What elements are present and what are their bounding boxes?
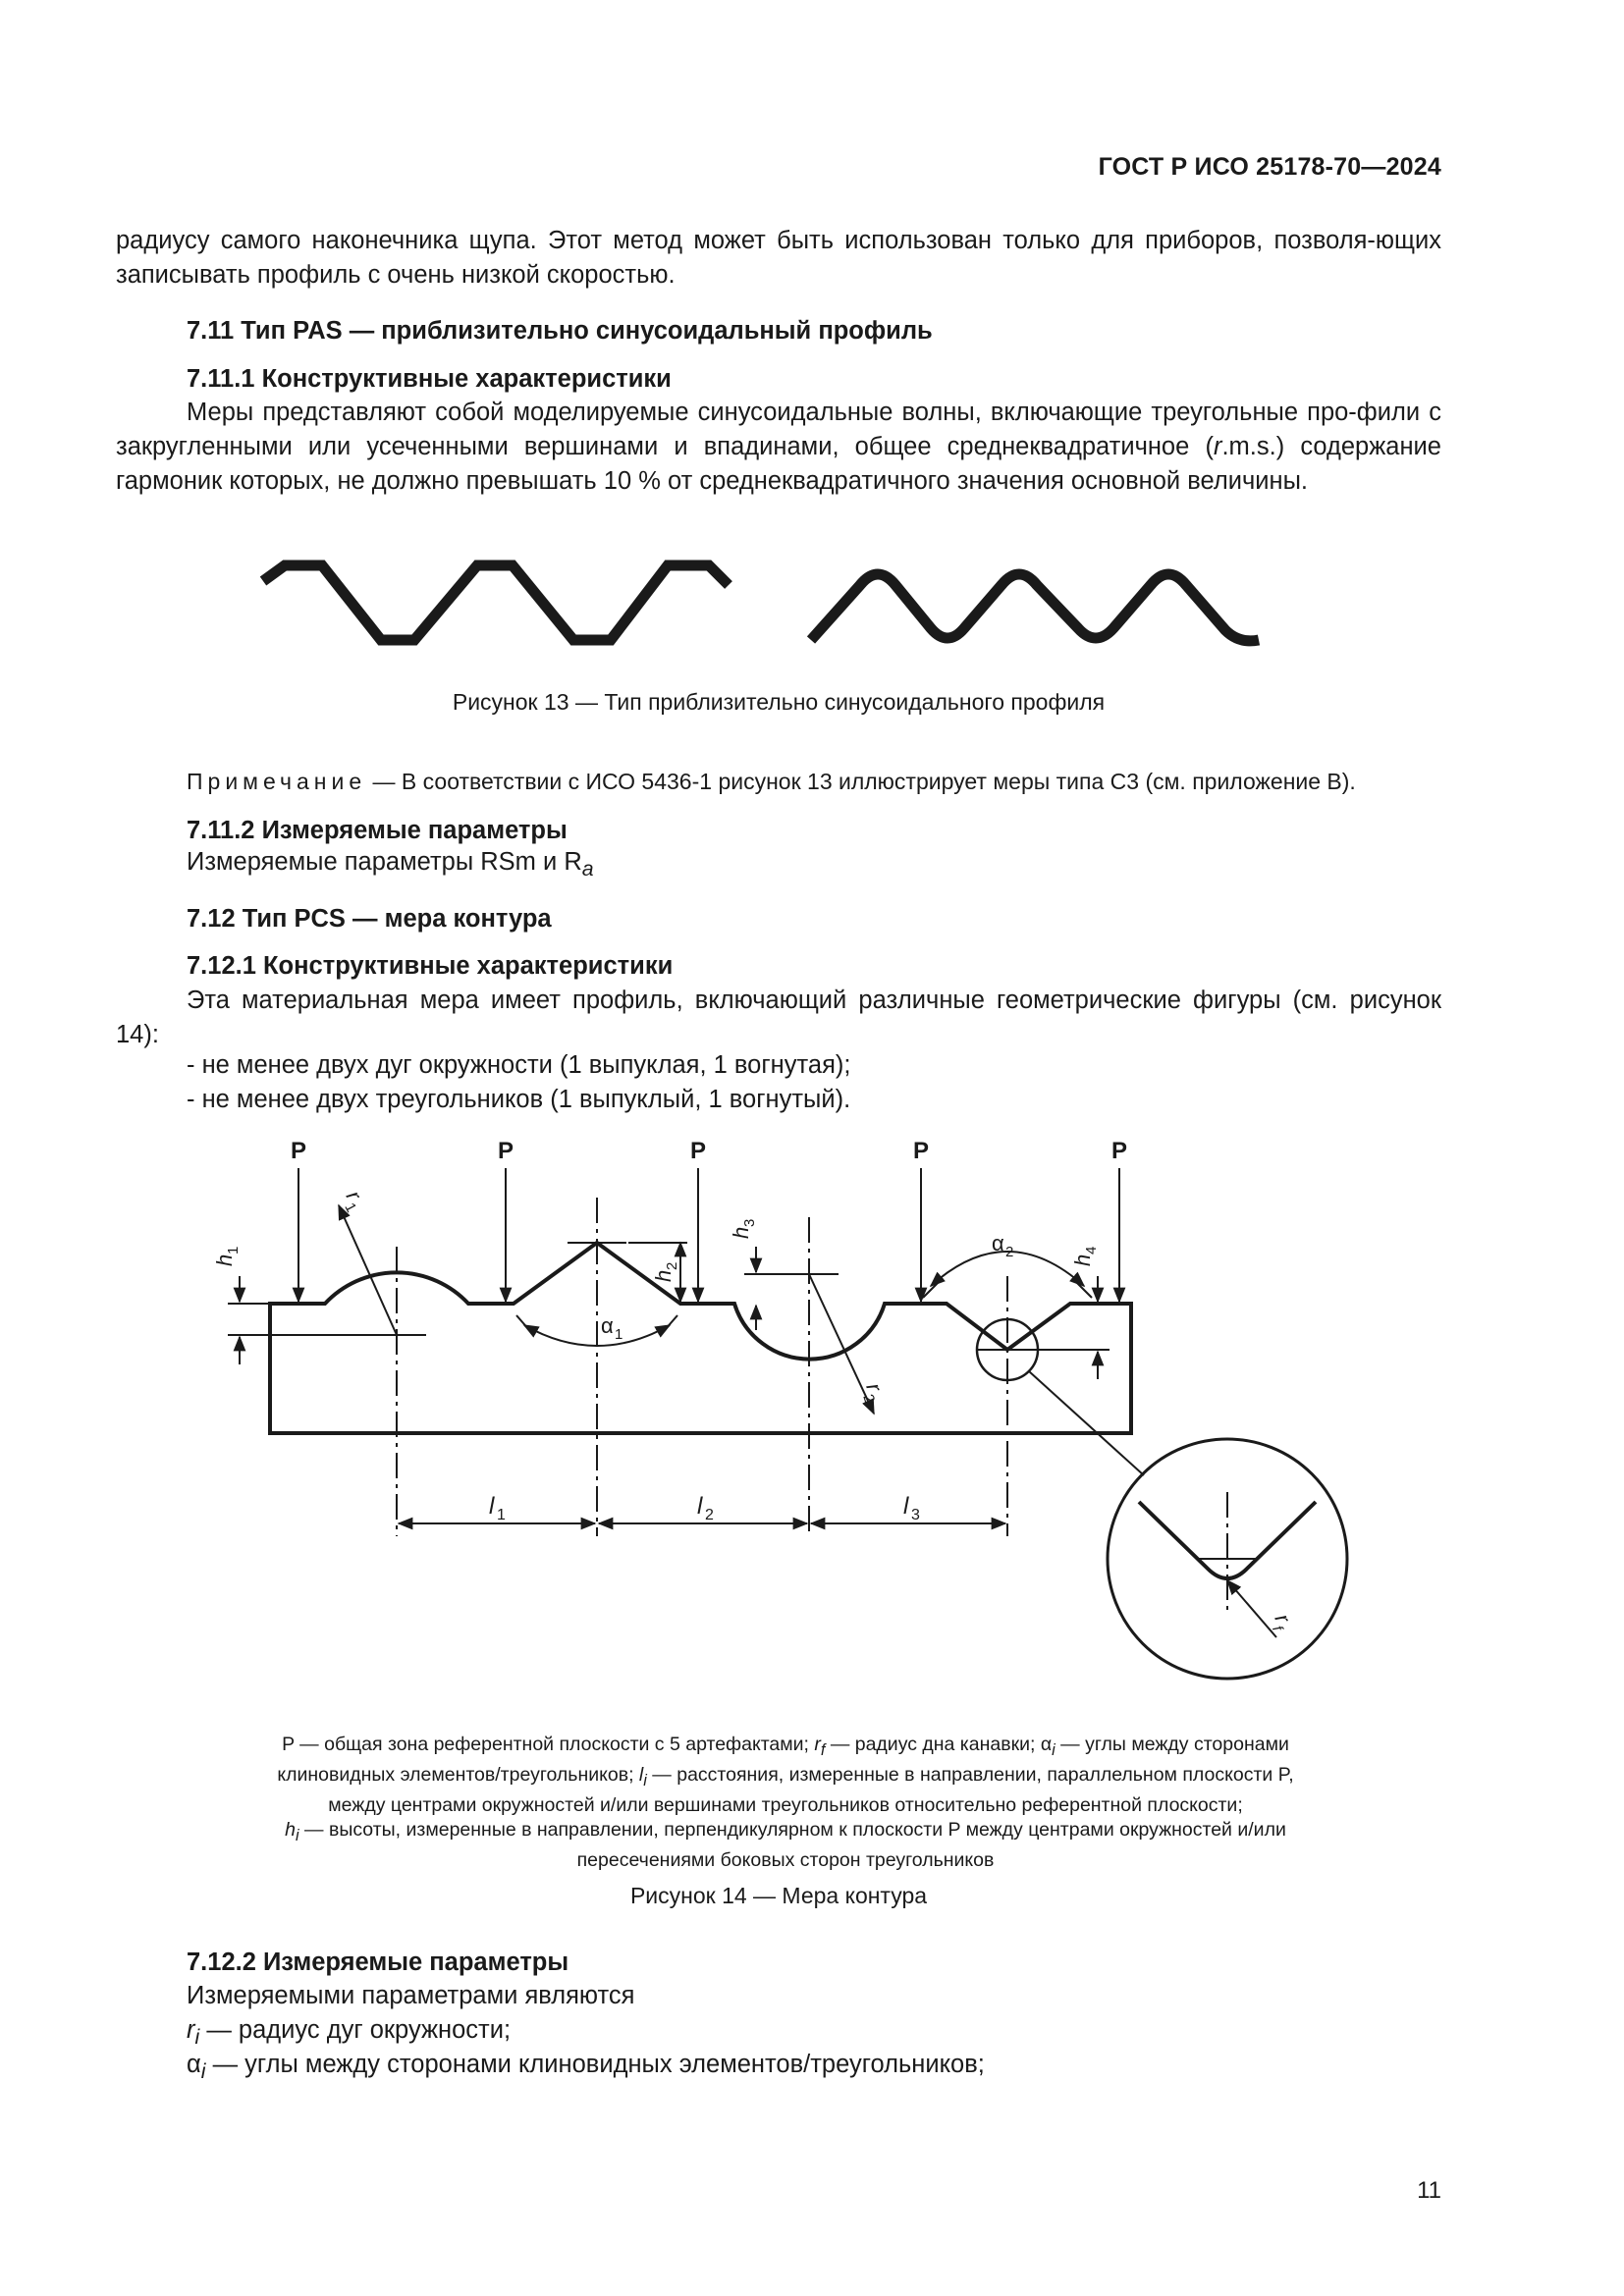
svg-text:l: l: [903, 1493, 909, 1520]
label-h2: [651, 1262, 680, 1282]
figure-14-caption: Рисунок 14 — Мера контура: [629, 1883, 928, 1908]
section-7-11-1-heading: 7.11.1 Конструктивные характеристики: [187, 365, 672, 393]
svg-text:3: 3: [911, 1507, 920, 1523]
section-7-12-1-paragraph: Эта материальная мера имеет профиль, включающий различные геометрические фигуры (см. рисунок 14):: [116, 987, 1441, 1048]
svg-text:1: 1: [497, 1507, 506, 1523]
svg-text:2: 2: [1005, 1244, 1014, 1260]
bullet-triangles: - не менее двух треугольников (1 выпуклый, 1 вогнутый).: [187, 1086, 851, 1113]
label-h1: [212, 1247, 242, 1266]
section-7-11-2-heading: 7.11.2 Измеряемые параметры: [187, 817, 568, 844]
label-p-4: P: [913, 1138, 930, 1164]
section-7-11-heading: 7.11 Тип PAS — приблизительно синусоидальный профиль: [187, 317, 933, 345]
label-l3: [903, 1493, 920, 1523]
param-angle: $\alpha_i$ — углы между сторонами клиновидных элементов/треугольников;: [187, 2051, 985, 2084]
label-r2: [856, 1380, 890, 1406]
svg-text:2: 2: [664, 1261, 680, 1270]
svg-text:l: l: [489, 1493, 495, 1520]
label-h3: [729, 1219, 758, 1239]
svg-text:α: α: [601, 1313, 614, 1338]
section-7-11-1-paragraph: Меры представляют собой моделируемые синусоидальные волны, включающие треугольные про-фили с закругленными или усеченными вершинами и впадинами, общее среднеквадратичное (r.m.s.) содержание гармоник которых, не должно превышать 10 % от среднеквадратичного значения основной величины.: [116, 399, 1441, 495]
svg-text:h: h: [212, 1254, 237, 1266]
label-l1: [489, 1493, 506, 1523]
param-radius: $r_i$ — радиус дуг окружности;: [187, 2016, 512, 2050]
label-alpha1: [601, 1313, 623, 1343]
svg-text:h: h: [1070, 1254, 1095, 1266]
label-rf: [1266, 1611, 1298, 1635]
label-p-5: P: [1111, 1138, 1128, 1164]
svg-text:1: 1: [341, 1200, 360, 1216]
svg-text:l: l: [697, 1493, 703, 1520]
svg-text:1: 1: [225, 1246, 242, 1255]
page-number: 11: [1417, 2177, 1441, 2204]
label-p-2: P: [498, 1138, 514, 1164]
svg-text:2: 2: [859, 1392, 879, 1406]
svg-text:f: f: [1269, 1623, 1286, 1633]
svg-text:r: r: [341, 1186, 367, 1204]
document-id: ГОСТ Р ИСО 25178-70—2024: [1098, 153, 1441, 181]
section-7-12-2-heading: 7.12.2 Измеряемые параметры: [187, 1949, 569, 1976]
svg-text:α: α: [992, 1231, 1004, 1255]
svg-text:4: 4: [1083, 1246, 1100, 1255]
label-l2: [697, 1493, 714, 1523]
section-7-11-2-text: Измеряемые параметры RSm и $R_a$: [187, 848, 594, 881]
label-h4: [1070, 1247, 1100, 1266]
svg-text:2: 2: [705, 1507, 714, 1523]
svg-text:r: r: [1270, 1610, 1296, 1627]
svg-text:3: 3: [741, 1218, 758, 1227]
section-7-12-heading: 7.12 Тип PCS — мера контура: [187, 905, 552, 933]
label-p-1: P: [291, 1138, 307, 1164]
svg-text:h: h: [729, 1226, 753, 1239]
bullet-arcs: - не менее двух дуг окружности (1 выпуклая, 1 вогнутая);: [187, 1051, 851, 1079]
note-figure-13: Примечание — В соответствии с ИСО 5436-1 рисунок 13 иллюстрирует меры типа С3 (см. приложение В).: [187, 769, 1356, 794]
svg-text:r: r: [861, 1379, 888, 1395]
label-p-3: P: [690, 1138, 707, 1164]
svg-text:h: h: [651, 1269, 676, 1282]
svg-text:1: 1: [615, 1326, 623, 1343]
figure-14-legend: P — общая зона референтной плоскости с 5 артефактами; $r_f$ — радиус дна канавки; $\alpha_i$ — углы между сторонами клиновидных элементов/треугольников; $l_i$ — расстояния, измеренные в направлении, параллельном плоскости P, между центрами окружностей и/или вершинами треугольников относительно референтной плоскости; $h_i$ — высоты, измеренные в направлении, перпендикулярном к плоскости P между центрами окружностей и/или пересечениями боковых сторон треугольников: [277, 1734, 1294, 1871]
section-7-12-2-text: Измеряемыми параметрами являются: [187, 1982, 635, 2009]
contour-body: [270, 1243, 1131, 1433]
intro-paragraph: радиусу самого наконечника щупа. Этот метод может быть использован только для приборов, позволя-ющих записывать профиль с очень низкой скоростью.: [116, 227, 1441, 289]
figure-13-caption: Рисунок 13 — Тип приблизительно синусоидального профиля: [452, 689, 1106, 715]
section-7-12-1-heading: 7.12.1 Конструктивные характеристики: [187, 952, 674, 980]
label-alpha2: [992, 1231, 1013, 1260]
